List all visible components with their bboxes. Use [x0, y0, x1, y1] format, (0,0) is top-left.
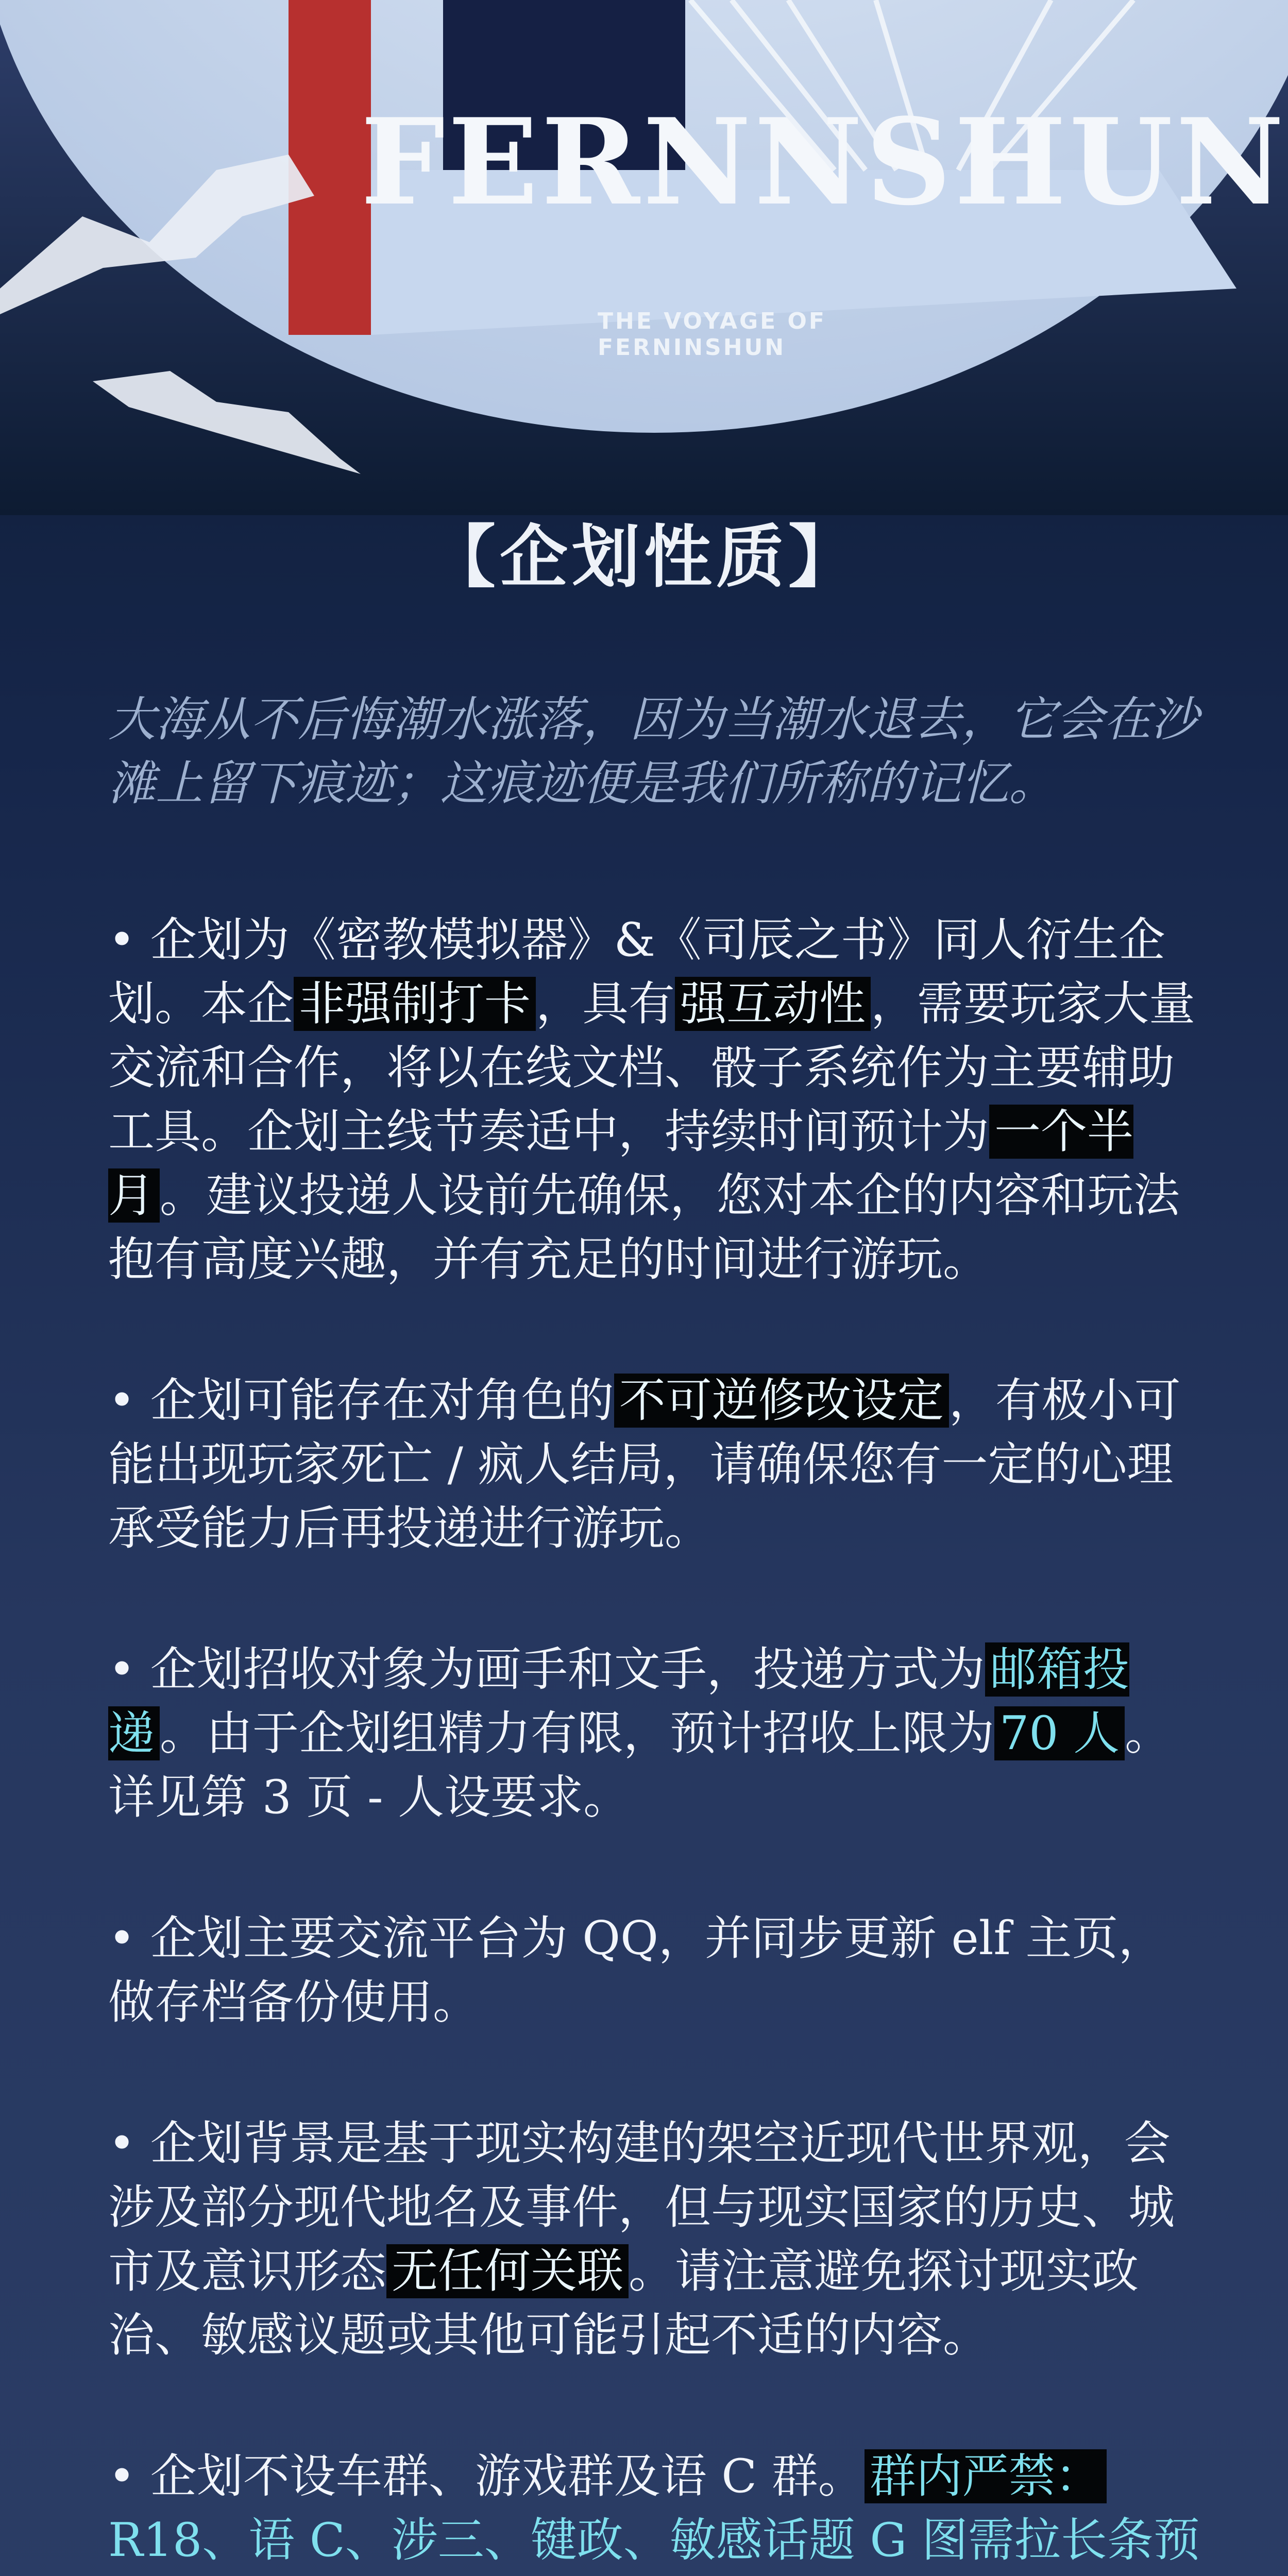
text-segment: ，需要玩家大量交流和合作，将以在线文档、骰子系统作为主要辅助工具。企划主线节奏适中，持续时间预计为 — [108, 977, 1195, 1159]
text-segment: • 企划为《密教模拟器》&《司辰之书》同人衍生企划。本企 — [108, 913, 1165, 1031]
text-segment: • 企划不设车群、游戏群及语 C 群。 — [108, 2449, 865, 2503]
bullet-irreversible-settings — [108, 1369, 1200, 1561]
bullet-group-rules — [108, 2445, 1200, 2576]
highlight-non-mandatory: 非强制打卡 — [294, 977, 536, 1031]
highlight-group-ban: 群内严禁： — [865, 2449, 1107, 2503]
bullet-recruitment — [108, 1638, 1200, 1829]
text-segment: • 企划背景是基于现实构建的架空近现代世界观，会涉及部分现代地名及事件，但与现实国家的历史、城市及意识形态 — [108, 2116, 1175, 2298]
bullet-platform — [108, 1907, 1200, 2035]
bullet-format-and-duration — [108, 908, 1200, 1292]
text-segment: • 企划主要交流平台为 QQ，并同步更新 elf 主页，做存档备份使用。 — [108, 1911, 1165, 2029]
bullet-background — [108, 2112, 1200, 2367]
header-illustration — [0, 0, 1288, 515]
highlight-interactivity: 强互动性 — [675, 977, 871, 1031]
content-body — [108, 688, 1200, 2576]
text-segment: 。建议投递人设前先确保，您对本企的内容和玩法抱有高度兴趣，并有充足的时间进行游玩。 — [108, 1168, 1180, 1286]
section-title: 【企划性质】 — [428, 517, 860, 597]
highlight-irreversible: 不可逆修改设定 — [614, 1374, 949, 1428]
text-segment: 。详见第 3 页 - 人设要求。 — [108, 1706, 1172, 1824]
highlight-email-submission: 邮箱投递 — [108, 1642, 1129, 1760]
text-segment: • 企划招收对象为画手和文手，投递方式为 — [108, 1642, 985, 1697]
banned-topics: R18、语 C、涉三、键政、敏感话题 G 图需拉长条预 — [108, 2513, 1200, 2567]
logo-subtitle: THE VOYAGE OF FERNINSHUN — [598, 308, 826, 361]
highlight-no-relation: 无任何关联 — [386, 2244, 629, 2298]
logo-title: FERNNSHUN — [361, 93, 1287, 232]
highlight-limit: 70 人 — [994, 1706, 1125, 1760]
text-segment: • 企划可能存在对角色的 — [108, 1374, 614, 1428]
text-segment: 。请注意避免探讨现实政治、敏感议题或其他可能引起不适的内容。 — [108, 2244, 1139, 2362]
text-segment: ，有极小可能出现玩家死亡 / 疯人结局，请确保您有一定的心理承受能力后再投递进行游玩。 — [108, 1374, 1181, 1555]
text-segment: ，具有 — [536, 977, 675, 1031]
highlight-duration: 一个半月 — [108, 1105, 1133, 1223]
text-segment: 。由于企划组精力有限，预计招收上限为 — [160, 1706, 994, 1760]
quote-text: 大海从不后悔潮水涨落，因为当潮水退去，它会在沙滩上留下痕迹；这痕迹便是我们所称的记忆。 — [108, 692, 1199, 811]
